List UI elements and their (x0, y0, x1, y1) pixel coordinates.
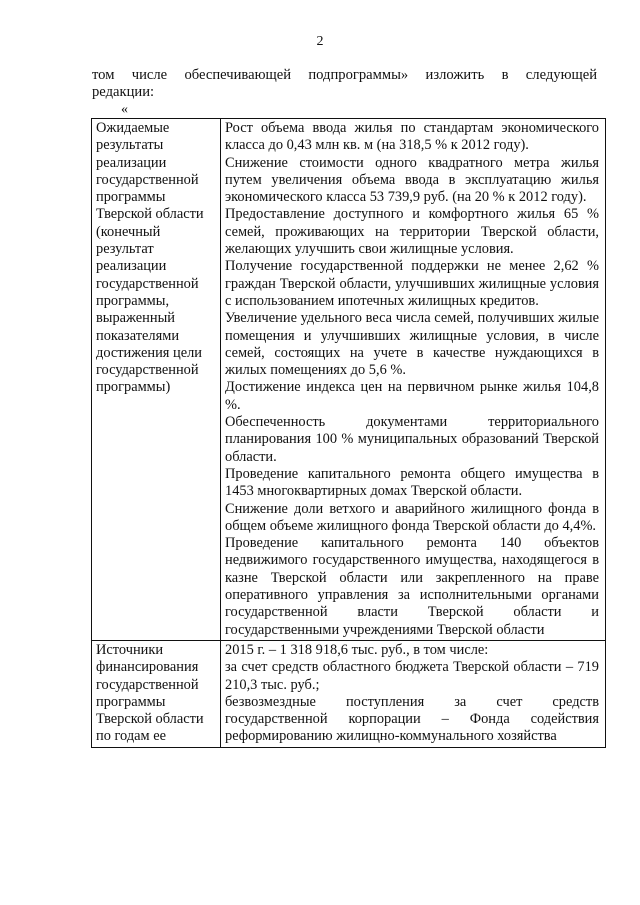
paragraph: 2015 г. – 1 318 918,6 тыс. руб., в том числе: (225, 641, 489, 658)
row-label-funding-sources: Источники финансирования государственной программы Тверской области по годам ее (92, 640, 221, 747)
paragraph: Снижение доли ветхого и аварийного жилищного фонда в общем объеме жилищного фонда Тверской области до 4,4%. (225, 500, 599, 534)
intro-line-1: том числе обеспечивающей подпрограммы» изложить в следующей (92, 67, 597, 83)
paragraph: Увеличение удельного веса числа семей, получивших жилые помещения и улучшивших жилищные условия, в числе семей, состоящих на учете в качестве нуждающихся в жилых помещениях до 5,6 %. (225, 310, 599, 379)
paragraph: Проведение капитального ремонта 140 объектов недвижимого государственного имущества, находящегося в казне Тверской области или закрепленного на праве оперативного управления за исполнительными органами государственной власти Тверской области и государственными учреждениями Тверской области (225, 535, 599, 638)
page-bottom-margin (0, 843, 640, 905)
paragraph: Достижение индекса цен на первичном рынке жилья 104,8 %. (225, 379, 599, 413)
row-content-expected-results (221, 119, 606, 641)
table-row-funding-sources (92, 640, 606, 747)
paragraph: Получение государственной поддержки не менее 2,62 % граждан Тверской области, улучшивших жилищные условия с использованием ипотечных жилищных кредитов. (225, 258, 599, 309)
paragraph: Проведение капитального ремонта общего имущества в 1453 многоквартирных домах Тверской области. (225, 465, 599, 500)
intro-text (92, 67, 597, 101)
paragraph: Обеспеченность документами территориального планирования 100 % муниципальных образований Тверской области. (225, 414, 599, 465)
table-row-expected-results (92, 119, 606, 641)
intro-line-2: редакции: (92, 84, 155, 100)
row-label-expected-results: Ожидаемые результаты реализации государственной программы Тверской области (конечный результат реализации государственной программы, выраженный показателями достижения цели государственной программы) (92, 119, 221, 641)
opening-quote: « (121, 102, 128, 117)
program-passport-table (91, 118, 606, 748)
row-content-funding-sources (221, 640, 606, 747)
page-number: 2 (316, 34, 324, 49)
paragraph: Предоставление доступного и комфортного жилья 65 % семей, проживающих на территории Тверской области, желающих улучшить свои жилищные условия. (225, 206, 599, 258)
paragraph: за счет средств областного бюджета Тверской области – 719 210,3 тыс. руб.; (225, 659, 599, 693)
paragraph: Снижение стоимости одного квадратного метра жилья путем увеличения объема ввода в эксплуатацию жилья экономического класса 53 739,9 руб. (на 20 % к 2012 году). (225, 154, 599, 206)
paragraph: Рост объема ввода жилья по стандартам экономического класса до 0,43 млн кв. м (на 318,5 % к 2012 году). (225, 120, 599, 154)
paragraph: безвозмездные поступления за счет средств государственной корпорации – Фонда содействия реформированию жилищно-коммунального хозяйства (225, 693, 599, 745)
